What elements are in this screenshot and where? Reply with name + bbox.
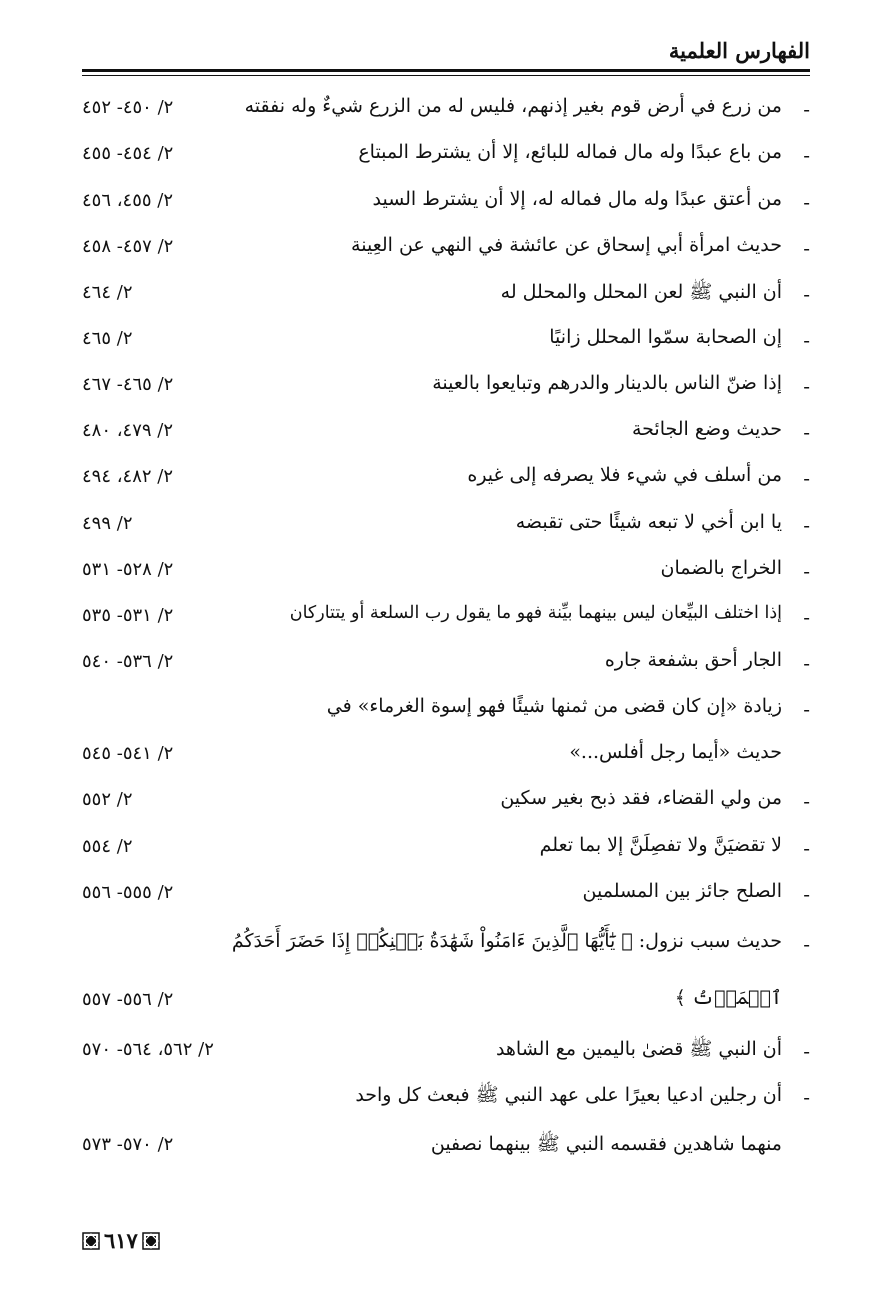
entry-text: الخراج بالضمان: [660, 557, 782, 579]
entry-text: ٱلۡمَوۡتُ ﴾: [674, 987, 782, 1009]
entry-text: أن رجلين ادعيا بعيرًا على عهد النبي ﷺ فبعث كل واحد: [355, 1084, 782, 1106]
entry-text: من زرع في أرض قوم بغير إذنهم، فليس له من الزرع شيءٌ وله نفقته: [244, 95, 782, 117]
entry-text: أن النبي ﷺ قضىٰ باليمين مع الشاهد: [495, 1038, 782, 1060]
index-entry: [82, 460, 810, 500]
entry-text: لا تقضيَنَّ ولا تفصِلَنَّ إلا بما تعلم: [539, 834, 782, 856]
index-entry: [82, 1079, 810, 1119]
entry-reference: ٢/ ٤٧٩، ٤٨٠: [82, 420, 174, 441]
entry-dash: -: [803, 605, 810, 629]
entry-reference: ٢/ ٥٤١- ٥٤٥: [82, 743, 174, 764]
entry-dash: -: [803, 882, 810, 906]
index-entry: [82, 184, 810, 224]
index-entry-continuation: [82, 983, 810, 1023]
entry-dash: -: [803, 651, 810, 675]
entry-dash: -: [803, 236, 810, 260]
index-entry-continuation: [82, 1128, 810, 1168]
entry-text: إذا ضنّ الناس بالدينار والدرهم وتبايعوا بالعينة: [432, 372, 782, 394]
entry-text: يا ابن أخي لا تبعه شيئًا حتى تقبضه: [515, 511, 782, 533]
entry-text: حديث امرأة أبي إسحاق عن عائشة في النهي عن العِينة: [351, 234, 782, 256]
entry-text: إذا اختلف البيِّعان ليس بينهما بيِّنة فهو ما يقول رب السلعة أو يتتاركان: [289, 603, 782, 623]
entry-dash: -: [803, 374, 810, 398]
entry-reference: ٢/ ٥٣١- ٥٣٥: [82, 605, 174, 626]
entry-reference: ٢/ ٥٧٠- ٥٧٣: [82, 1134, 174, 1155]
entry-dash: -: [803, 97, 810, 121]
index-entry: [82, 230, 810, 270]
entry-reference: ٢/ ٥٥٥- ٥٥٦: [82, 882, 174, 903]
index-entry: [82, 91, 810, 131]
index-entry: [82, 507, 810, 547]
entry-reference: ٢/ ٤٥٠- ٤٥٢: [82, 97, 174, 118]
entry-text: زيادة «إن كان قضى من ثمنها شيئًا فهو إسوة الغرماء» في: [326, 695, 782, 717]
entry-reference: ٢/ ٥٢٨- ٥٣١: [82, 559, 174, 580]
index-entry: [82, 137, 810, 177]
page-header-title: الفهارس العلمية: [668, 38, 810, 63]
index-entry: [82, 368, 810, 408]
entry-text: من باع عبدًا وله مال فماله للبائع، إلا أن يشترط المبتاع: [358, 141, 782, 163]
entry-dash: -: [803, 932, 810, 956]
entry-dash: -: [803, 697, 810, 721]
page-number-box: [82, 1228, 160, 1253]
index-entry: [82, 1033, 810, 1073]
index-entry: [82, 926, 810, 966]
entry-reference: ٢/ ٤٦٥- ٤٦٧: [82, 374, 174, 395]
entry-text: أن النبي ﷺ لعن المحلل والمحلل له: [500, 281, 782, 303]
entry-dash: -: [803, 1039, 810, 1063]
entry-dash: -: [803, 559, 810, 583]
entry-reference: ٢/ ٤٨٢، ٤٩٤: [82, 466, 174, 487]
entry-text: منهما شاهدين فقسمه النبي ﷺ بينهما نصفين: [430, 1133, 782, 1155]
index-entry-continuation: [82, 737, 810, 777]
index-entry: [82, 599, 810, 639]
index-entry: [82, 276, 810, 316]
index-entry: [82, 645, 810, 685]
entry-text: الصلح جائز بين المسلمين: [582, 880, 782, 902]
ornament-icon: [142, 1232, 160, 1250]
entry-dash: -: [803, 282, 810, 306]
entry-reference: ٢/ ٤٦٥: [82, 328, 133, 349]
index-entry: [82, 691, 810, 731]
entry-text: الجار أحق بشفعة جاره: [604, 649, 782, 671]
index-entry: [82, 322, 810, 362]
entry-dash: -: [803, 466, 810, 490]
index-entry: [82, 553, 810, 593]
entry-text: من ولي القضاء، فقد ذبح بغير سكين: [500, 787, 782, 809]
entry-reference: ٢/ ٥٣٦- ٥٤٠: [82, 651, 174, 672]
entry-text: من أسلف في شيء فلا يصرفه إلى غيره: [467, 464, 782, 486]
entry-reference: ٢/ ٤٥٤- ٤٥٥: [82, 143, 174, 164]
entry-text: من أعتق عبدًا وله مال فماله له، إلا أن يشترط السيد: [372, 188, 782, 210]
entry-text: إن الصحابة سمّوا المحلل زانيًا: [549, 326, 782, 348]
entry-reference: ٢/ ٥٦٢، ٥٦٤- ٥٧٠: [82, 1039, 214, 1060]
entry-text: حديث «أيما رجل أفلس...»: [569, 741, 782, 763]
index-entry: [82, 414, 810, 454]
index-entry: [82, 876, 810, 916]
index-entry: [82, 783, 810, 823]
entry-dash: -: [803, 1085, 810, 1109]
entry-dash: -: [803, 420, 810, 444]
entry-dash: -: [803, 789, 810, 813]
ornament-icon: [82, 1232, 100, 1250]
entry-reference: ٢/ ٤٩٩: [82, 513, 133, 534]
entry-reference: ٢/ ٥٥٤: [82, 836, 133, 857]
page-number: ٦١٧: [104, 1228, 138, 1253]
entry-dash: -: [803, 513, 810, 537]
entry-dash: -: [803, 836, 810, 860]
entry-reference: ٢/ ٥٥٦- ٥٥٧: [82, 989, 174, 1010]
entry-dash: -: [803, 143, 810, 167]
entry-text: حديث وضع الجائحة: [631, 418, 782, 440]
entry-reference: ٢/ ٤٥٥، ٤٥٦: [82, 190, 174, 211]
entry-dash: -: [803, 328, 810, 352]
entry-reference: ٢/ ٤٦٤: [82, 282, 133, 303]
index-entry: [82, 830, 810, 870]
entry-reference: ٢/ ٤٥٧- ٤٥٨: [82, 236, 174, 257]
entry-dash: -: [803, 190, 810, 214]
entry-text: حديث سبب نزول: ﴿ يَٰٓأَيُّهَا ٱلَّذِينَ ءَامَنُواْ شَهَٰدَةُ بَيۡنِكُمۡ إِذَا حَضَرَ أَحَدَكُمُ: [231, 930, 782, 952]
entry-reference: ٢/ ٥٥٢: [82, 789, 133, 810]
